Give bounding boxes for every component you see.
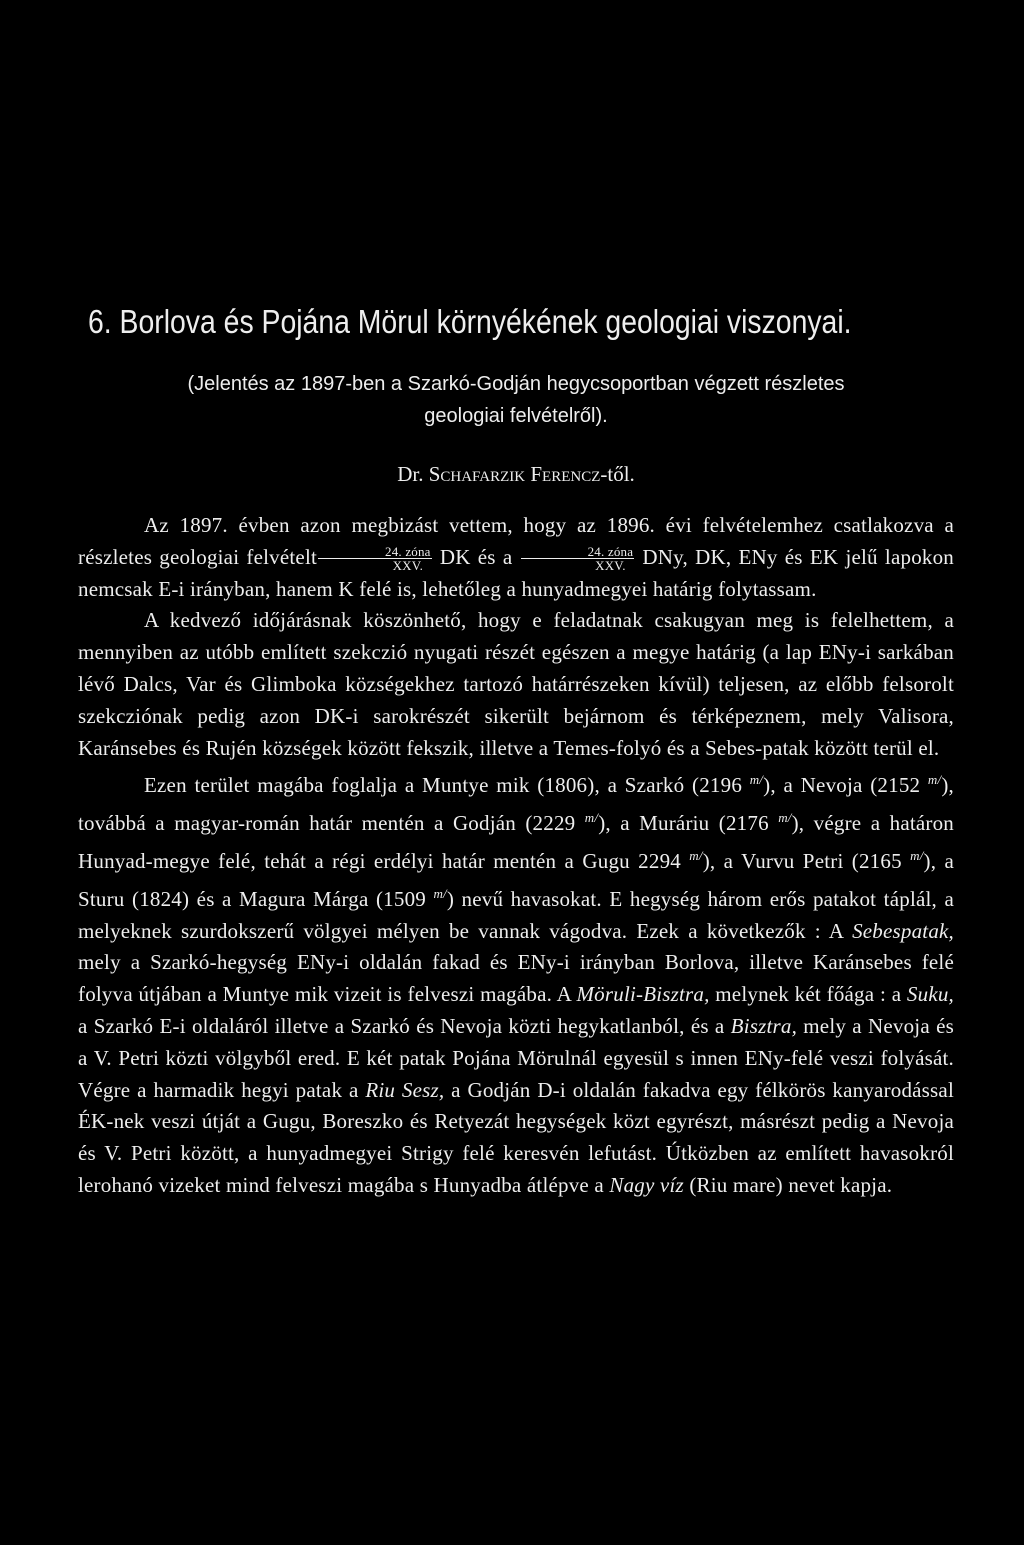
p3-text-a: Ezen terület magába foglalja a Muntye mik (1806), a Szarkó (2196 <box>144 773 750 798</box>
subtitle-line-1: (Jelentés az 1897-ben a Szarkó-Godján hegycsoportban végzett részletes <box>187 373 845 395</box>
stream-name-sebespatak: Sebespatak, <box>852 918 954 943</box>
stream-name-riu-sesz: Riu Sesz, <box>365 1077 445 1102</box>
stream-name-bisztra: Bisztra, <box>730 1013 798 1038</box>
fraction-numerator: 24. zóna <box>318 545 432 559</box>
page-title: 6. Borlova és Pojána Mörul környékének geologiai viszonyai. <box>88 303 852 340</box>
paragraph-1 <box>78 510 954 605</box>
p3-text-b: ), a Nevoja (2152 <box>763 773 928 798</box>
p3-text-g: ), a Sturu (1824) és a Magura Márga (1509 <box>78 848 954 911</box>
unit-mark: m/ <box>927 772 942 788</box>
subtitle-line-2: geologiai felvételről). <box>424 405 608 427</box>
p3-text-n: (Riu mare) nevet kapja. <box>683 1172 893 1197</box>
unit-mark: m/ <box>749 772 764 788</box>
p3-text-h: ) nevű havasokat. E hegység három erős patakot táplál, a melyeknek szurdokszerű völgyei mélyen be vannak vágodva. Ezek a következők : A <box>78 886 954 943</box>
stream-name-nagy-viz: Nagy víz <box>609 1172 684 1197</box>
p1-text-b: DK és a <box>432 544 520 569</box>
fraction-denominator: XXV. <box>595 558 626 574</box>
p3-text-e: ), végre a határon Hunyad-megye felé, tehát a régi erdélyi határ mentén a Gugu 2294 <box>78 811 955 873</box>
zone-fraction-2 <box>521 545 635 572</box>
paragraph-2: A kedvező időjárásnak köszönhető, hogy e feladatnak csakugyan meg is felelhettem, a mennyiben az utóbb említett szekczió nyugati részét egészen a megye határig (a lap ENy-i sarkában lévő Dalcs, Var és Glimboka községekhez tartozó határrészeken kívül) teljesen, az előbb felsorolt szekcziónak pedig azon DK-i sarokrészét sikerült bejárnom és térképeznem, mely Valisora, Karánsebes és Rujén községek között fekszik, illetve a Temes-folyó és a Sebes-patak között terül el. <box>78 608 954 760</box>
unit-mark: m/ <box>689 847 703 863</box>
report-subtitle <box>78 368 954 432</box>
author-name: Schafarzik Ferencz <box>428 462 601 486</box>
zone-fraction-1 <box>318 545 432 572</box>
fraction-denominator: XXV. <box>392 558 424 574</box>
author-prefix: Dr. <box>397 462 424 486</box>
p3-text-d: ), a Muráriu (2176 <box>598 811 779 836</box>
unit-mark: m/ <box>778 810 792 826</box>
p3-text-l: mely a Nevoja és a V. Petri közti völgyből ered. E két patak Pojána Mörulnál egyesül s innen ENy-felé veszi folyását. Végre a harmadik hegyi patak a <box>78 1013 954 1102</box>
unit-mark: m/ <box>584 810 599 826</box>
stream-name-suku: Suku, <box>906 982 954 1007</box>
stream-name-moruli-bisztra: Möruli-Bisztra, <box>576 982 710 1007</box>
p1-text-a: Az 1897. évben azon megbizást vettem, hogy az 1896. évi felvételemhez csatlakozva a részletes geologiai felvételt <box>78 513 954 569</box>
p3-text-f: ), a Vurvu Petri (2165 <box>702 848 911 873</box>
p1-text-c: DNy, DK, ENy és EK jelű lapokon nemcsak E-i irányban, hanem K felé is, lehetőleg a hunyadmegyei határig folytassam. <box>78 544 954 601</box>
document-page <box>78 296 954 1202</box>
fraction-numerator: 24. zóna <box>521 545 635 559</box>
p3-text-i: mely a Szarkó-hegység ENy-i oldalán fakad és ENy-i irányban Borlova, illetve Karánsebes felé folyva útjában a Muntye mik vizeit is felveszi magába. A <box>78 950 954 1007</box>
author-line <box>78 458 954 490</box>
p3-text-c: ), továbbá a magyar-román határ mentén a Godján (2229 <box>78 773 954 836</box>
unit-mark: m/ <box>433 885 447 901</box>
unit-mark: m/ <box>910 847 924 863</box>
p3-text-k: a Szarkó E-i oldaláról illetve a Szarkó és Nevoja közti hegykatlanból, és a <box>78 1013 731 1038</box>
p3-text-m: a Godján D-i oldalán fakadva egy félkörös kanyarodással ÉK-nek veszi útját a Gugu, Boreszko és Retyezát hegységek közt egyrészt, másrészt pedig a Nevoja és V. Petri között, a hunyadmegyei Strigy felé keresvén lefutást. Útközben az említett havasokról lerohanó vizeket mind felveszi magába s Hunyadba átlépve a <box>78 1077 954 1197</box>
paragraph-3 <box>78 764 954 1201</box>
p3-text-j: melynek két főága : a <box>709 982 907 1007</box>
author-suffix: -től. <box>600 462 635 486</box>
